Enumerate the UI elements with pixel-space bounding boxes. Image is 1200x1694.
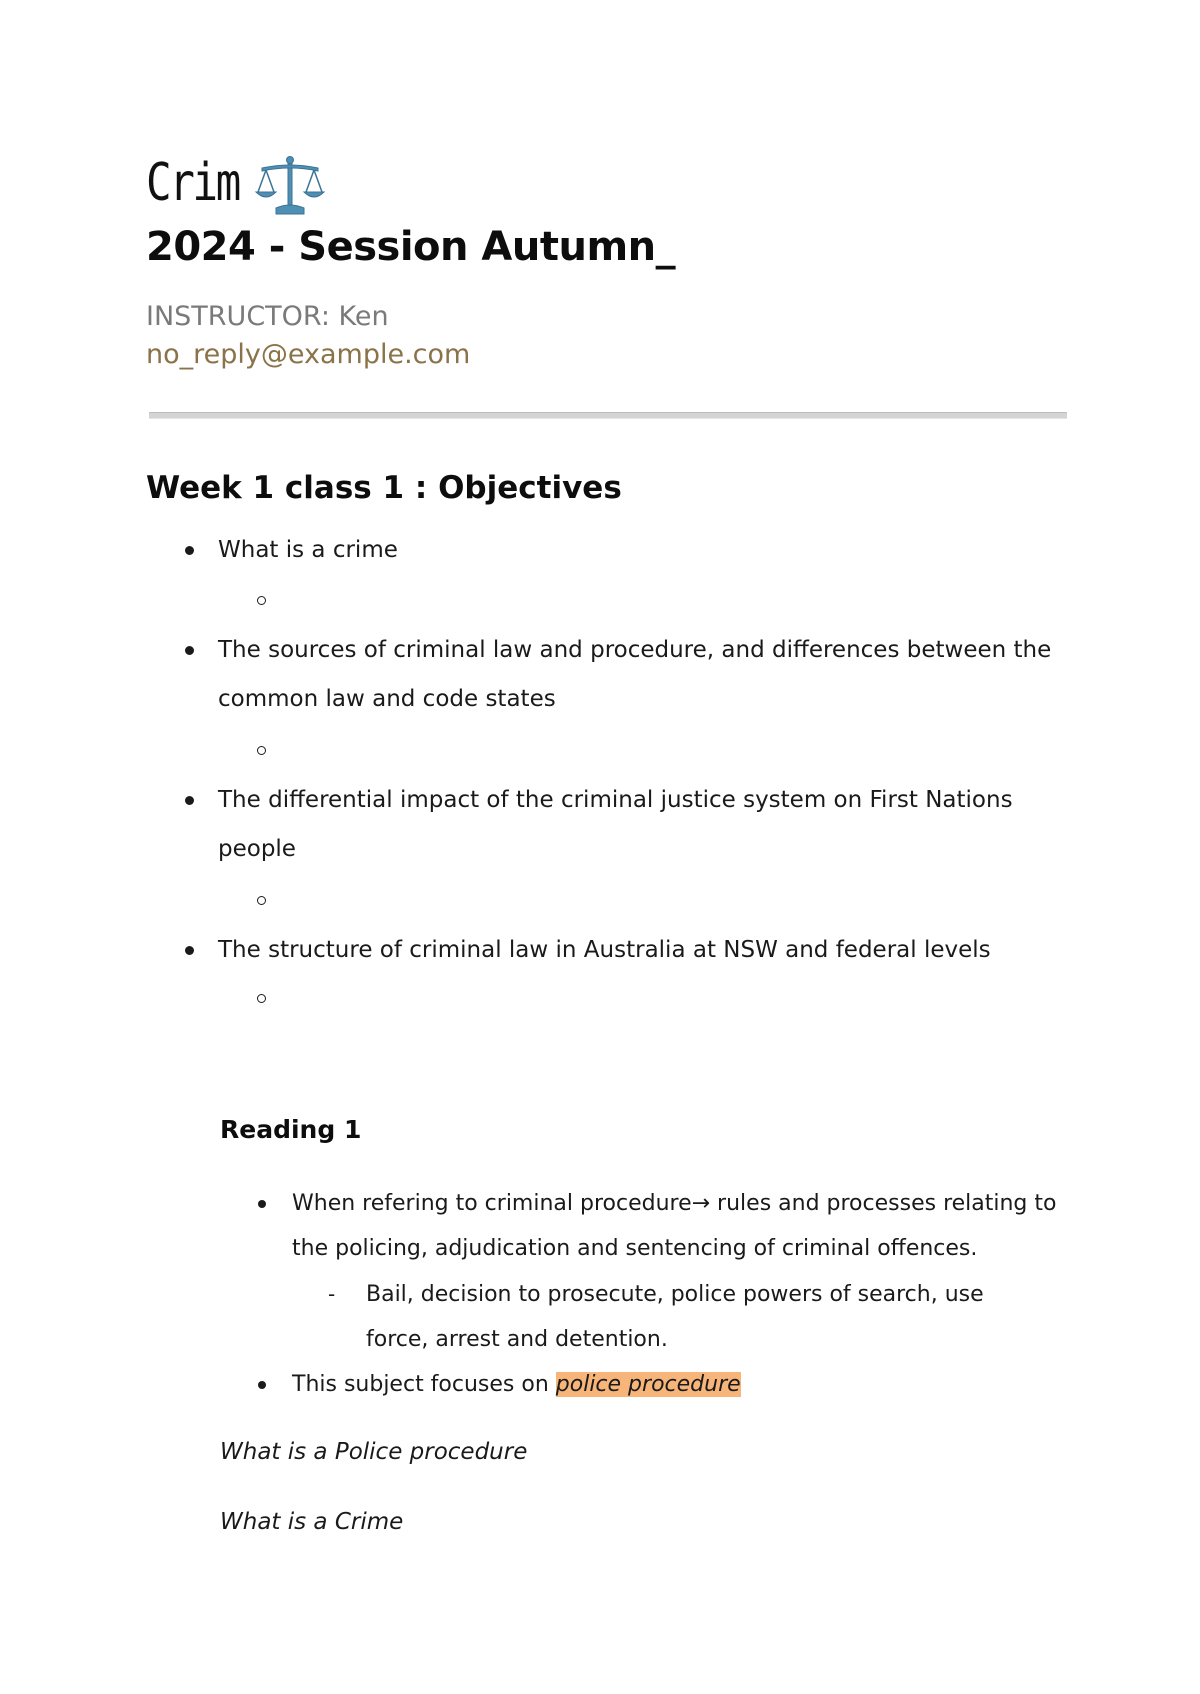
instructor-email[interactable]: no_reply@example.com xyxy=(146,339,471,370)
session-title: 2024 - Session Autumn_ xyxy=(146,224,676,270)
bullet-icon xyxy=(258,1381,266,1389)
scales-of-justice-icon xyxy=(254,156,326,218)
question-text: What is a Police procedure xyxy=(220,1439,528,1465)
sub-bullet-icon xyxy=(257,596,266,605)
sub-bullet-icon xyxy=(257,896,266,905)
objective-item: What is a crime xyxy=(218,537,398,563)
objective-item: The sources of criminal law and procedure, and differences between the common law and code states xyxy=(218,637,1052,712)
reading-item xyxy=(292,1362,1072,1407)
bullet-icon xyxy=(185,796,194,805)
header-divider xyxy=(149,412,1067,419)
sub-bullet-icon xyxy=(257,746,266,755)
dash-marker: - xyxy=(328,1282,336,1306)
instructor-name: INSTRUCTOR: Ken xyxy=(146,301,389,332)
week-heading: Week 1 class 1 : Objectives xyxy=(146,470,622,506)
bullet-icon xyxy=(258,1200,266,1208)
bullet-icon xyxy=(185,546,194,555)
sub-bullet-icon xyxy=(257,994,266,1003)
bullet-icon xyxy=(185,646,194,655)
course-title-text: Crim xyxy=(146,153,239,213)
objective-item: The structure of criminal law in Australia at NSW and federal levels xyxy=(218,937,991,963)
reading-subitem: Bail, decision to prosecute, police powers of search, use force, arrest and detention. xyxy=(366,1282,984,1352)
bullet-icon xyxy=(185,946,194,955)
course-title xyxy=(146,148,259,218)
reading-heading: Reading 1 xyxy=(220,1115,362,1144)
reading-item-prefix: This subject focuses on xyxy=(292,1372,556,1397)
question-text: What is a Crime xyxy=(220,1509,404,1535)
objective-item: The differential impact of the criminal justice system on First Nations people xyxy=(218,787,1013,862)
reading-item: When refering to criminal procedure→ rules and processes relating to the policing, adjudication and sentencing of criminal offences. xyxy=(292,1191,1057,1261)
highlighted-term: police procedure xyxy=(555,1372,741,1397)
